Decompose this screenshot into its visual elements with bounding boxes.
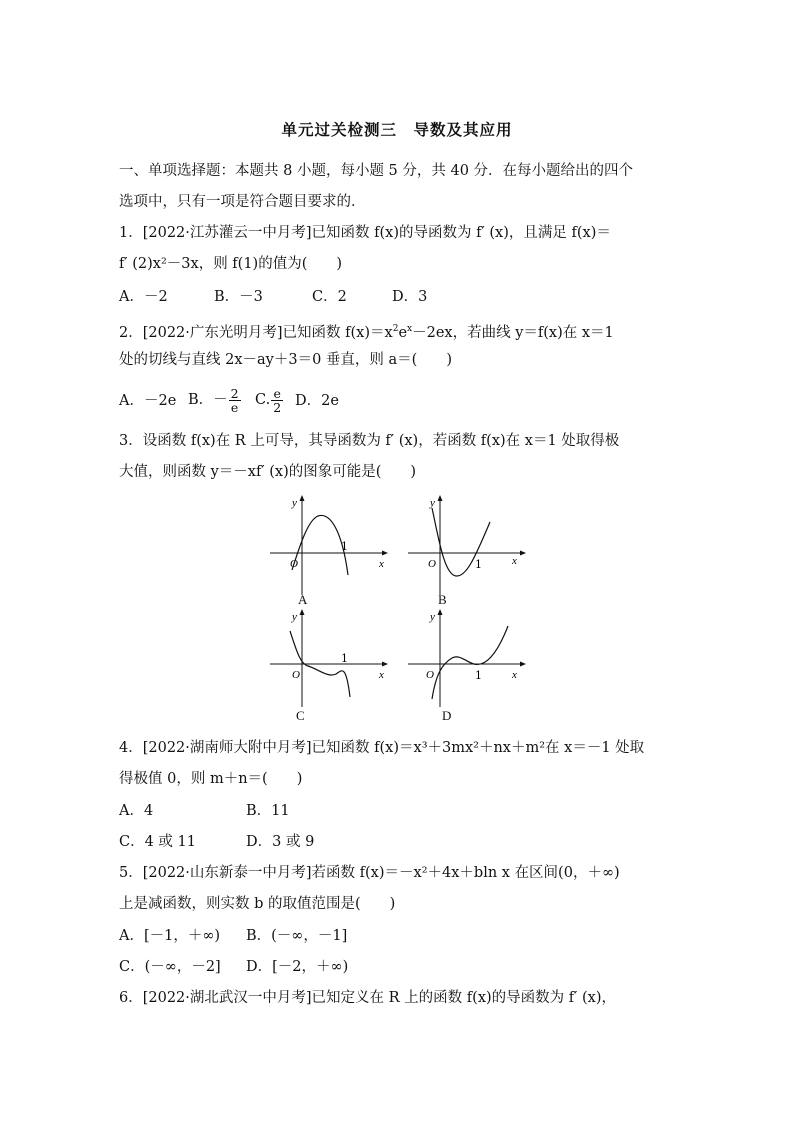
q2-stem-line-1 bbox=[119, 318, 679, 344]
graph-d-curve bbox=[432, 626, 508, 699]
q1-option-a: A．－2 bbox=[119, 289, 168, 305]
graph-b-y-label: y bbox=[430, 497, 435, 509]
graph-d bbox=[408, 604, 528, 714]
page-title: 单元过关检测三 导数及其应用 bbox=[281, 120, 513, 139]
q1-option-c: C．2 bbox=[312, 289, 347, 305]
q4-stem-line-1: 4．[2022·湖南师大附中月考]已知函数 f(x)＝x³＋3mx²＋nx＋m²在 x＝－1 处取 bbox=[119, 740, 645, 756]
graph-c-x-label: x bbox=[379, 669, 384, 681]
q4-stem-line-2: 得极值 0，则 m＋n＝( ) bbox=[119, 771, 303, 787]
graph-a-label: A bbox=[298, 592, 308, 607]
graph-b-y-arrow bbox=[438, 495, 443, 501]
graph-b-x-label: x bbox=[512, 555, 517, 567]
q4-option-a: A．4 bbox=[119, 803, 154, 819]
graph-c-y-arrow bbox=[300, 609, 305, 615]
graph-a-origin: O bbox=[290, 558, 298, 570]
q4-option-d: D．3 或 9 bbox=[246, 834, 315, 850]
q5-stem-line-1: 5．[2022·山东新泰一中月考]若函数 f(x)＝－x²＋4x＋bln x 在区间(0，＋∞) bbox=[119, 865, 620, 881]
q2-option-b-fraction bbox=[229, 387, 241, 414]
q1-option-d: D．3 bbox=[392, 289, 428, 305]
graph-c-y-label: y bbox=[292, 611, 297, 623]
q3-stem-line-1: 3．设函数 f(x)在 R 上可导，其导函数为 f′ (x)，若函数 f(x)在 x＝1 处取得极 bbox=[119, 433, 620, 449]
q2-stem-part-1: 2．[2022·广东光明月考]已知函数 f(x)＝x bbox=[119, 324, 393, 341]
graph-a bbox=[270, 490, 390, 600]
q2-option-b bbox=[188, 378, 242, 422]
section-intro-line-2: 选项中，只有一项是符合题目要求的． bbox=[119, 194, 366, 210]
graph-b-tick: 1 bbox=[475, 558, 482, 571]
graph-b-x-arrow bbox=[520, 551, 526, 556]
graph-a-y-arrow bbox=[300, 495, 305, 501]
graph-a-curve bbox=[292, 515, 348, 575]
graph-b-origin: O bbox=[428, 558, 436, 570]
graph-d-y-label: y bbox=[430, 611, 435, 623]
q2-exp-x: x bbox=[407, 324, 413, 334]
graph-d-tick: 1 bbox=[475, 669, 482, 682]
q2-option-b-prefix: B．－ bbox=[188, 392, 228, 408]
graph-b-label: B bbox=[438, 592, 447, 607]
graph-b bbox=[408, 490, 528, 600]
q5-option-a: A．[－1，＋∞) bbox=[119, 928, 221, 944]
q4-option-b: B．11 bbox=[246, 803, 290, 819]
graph-c-tick: 1 bbox=[341, 652, 348, 665]
graph-a-x-label: x bbox=[379, 558, 384, 570]
graph-d-origin: O bbox=[426, 669, 434, 681]
graph-c bbox=[270, 604, 390, 714]
q2-option-b-den: e bbox=[230, 399, 239, 415]
q2-option-c-prefix: C. bbox=[255, 392, 271, 408]
q5-option-b: B．(－∞，－1] bbox=[246, 928, 348, 944]
graph-a-tick: 1 bbox=[341, 540, 348, 553]
q2-option-d: D．2e bbox=[295, 393, 339, 409]
graph-d-x-label: x bbox=[512, 669, 517, 681]
q2-option-a: A．－2e bbox=[119, 393, 177, 409]
q2-option-c-fraction bbox=[271, 387, 283, 414]
graph-c-label: C bbox=[296, 708, 305, 723]
q5-option-d: D．[－2，＋∞) bbox=[246, 959, 349, 975]
q1-stem-line-2: f′ (2)x²－3x，则 f(1)的值为( ) bbox=[119, 256, 343, 272]
q1-stem-line-1: 1．[2022·江苏灌云一中月考]已知函数 f(x)的导函数为 f′ (x)，且满足 f(x)＝ bbox=[119, 225, 611, 241]
q2-option-b-num: 2 bbox=[230, 385, 239, 401]
q6-stem-line-1: 6．[2022·湖北武汉一中月考]已知定义在 R 上的函数 f(x)的导函数为 f′ (x)， bbox=[119, 990, 617, 1006]
graph-d-x-arrow bbox=[520, 662, 526, 667]
q2-option-c-den: 2 bbox=[273, 399, 282, 415]
graph-a-y-label: y bbox=[292, 497, 297, 509]
section-intro-line-1: 一、单项选择题：本题共 8 小题，每小题 5 分，共 40 分．在每小题给出的四个 bbox=[119, 163, 634, 179]
graph-a-x-arrow bbox=[382, 551, 388, 556]
q4-option-c: C．4 或 11 bbox=[119, 834, 196, 850]
graph-d-y-arrow bbox=[438, 609, 443, 615]
graph-d-label: D bbox=[442, 708, 452, 723]
q2-stem-part-3: －2ex，若曲线 y＝f(x)在 x＝1 bbox=[412, 324, 614, 341]
q5-stem-line-2: 上是减函数，则实数 b 的取值范围是( ) bbox=[119, 896, 396, 912]
q1-option-b: B．－3 bbox=[214, 289, 263, 305]
q3-stem-line-2: 大值，则函数 y＝－xf′ (x)的图象可能是( ) bbox=[119, 464, 417, 480]
q2-exp-2: 2 bbox=[392, 324, 399, 334]
q2-stem-line-2: 处的切线与直线 2x－ay＋3＝0 垂直，则 a＝( ) bbox=[119, 352, 452, 368]
q5-option-c: C．(－∞，－2] bbox=[119, 959, 221, 975]
graph-c-x-arrow bbox=[382, 662, 388, 667]
q2-stem-part-2: e bbox=[398, 324, 408, 341]
graph-c-origin: O bbox=[292, 669, 300, 681]
q2-option-c-num: e bbox=[271, 387, 283, 401]
q2-option-c bbox=[255, 378, 284, 422]
